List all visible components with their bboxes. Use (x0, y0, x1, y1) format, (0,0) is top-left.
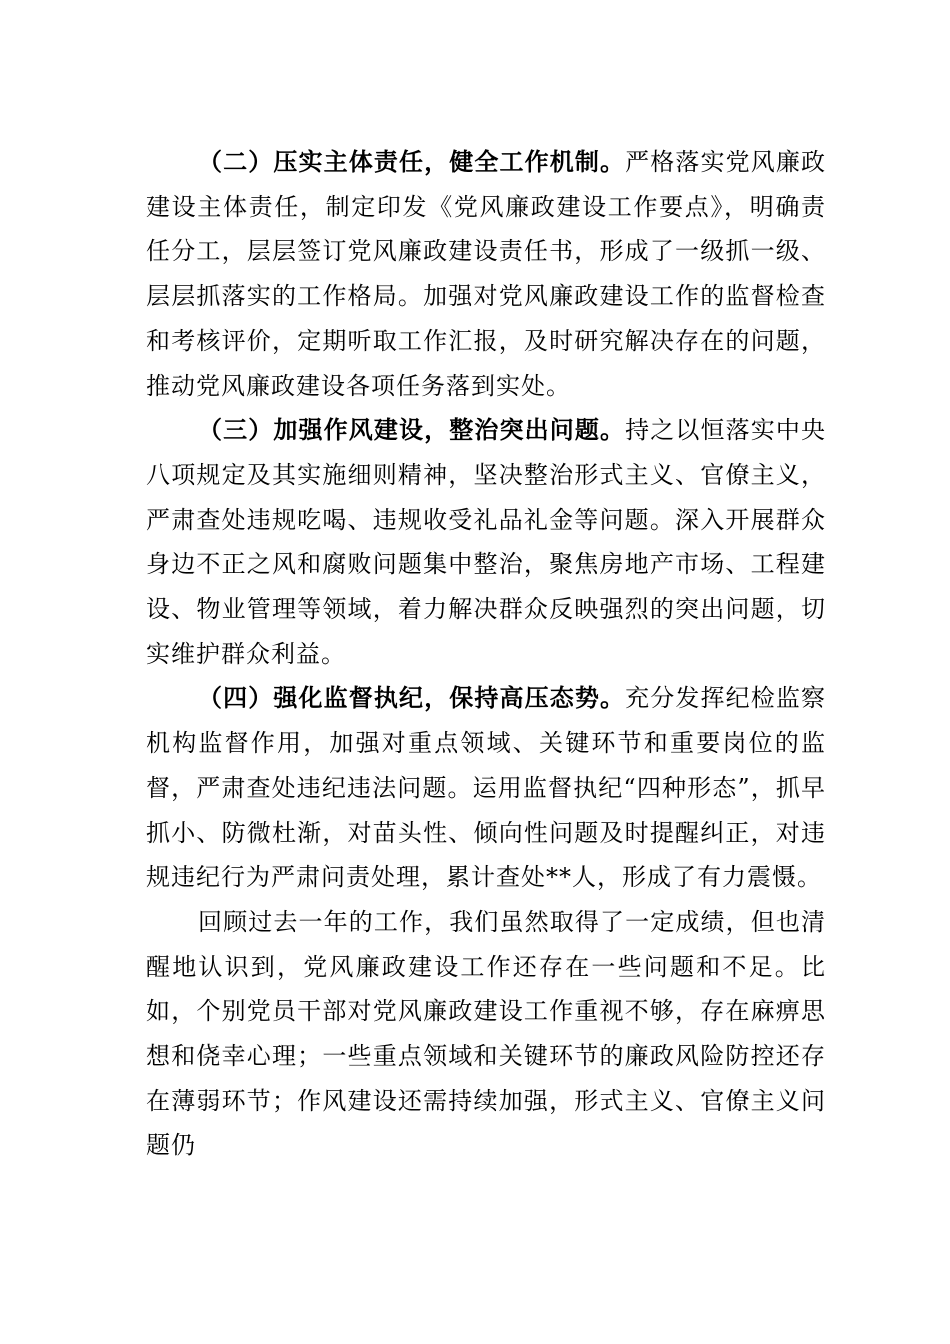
document-body (146, 140, 826, 1168)
paragraph-review (146, 900, 826, 1168)
paragraph-heading: （二）压实主体责任，健全工作机制。 (198, 147, 626, 176)
paragraph-heading: （四）强化监督执纪，保持高压态势。 (198, 683, 626, 713)
paragraph-text: 持之以恒落实中央八项规定及其实施细则精神，坚决整治形式主义、官僚主义，严肃查处违规吃喝、违规收受礼品礼金等问题。深入开展群众身边不正之风和腐败问题集中整治，聚焦房地产市场、工程建设、物业管理等领域，着力解决群众反映强烈的突出问题，切实维护群众利益。 (146, 416, 826, 668)
paragraph-text: 严格落实党风廉政建设主体责任，制定印发《党风廉政建设工作要点》，明确责任分工，层层签订党风廉政建设责任书，形成了一级抓一级、层层抓落实的工作格局。加强对党风廉政建设工作的监督检查和考核评价，定期听取工作汇报，及时研究解决存在的问题，推动党风廉政建设各项任务落到实处。 (146, 148, 826, 400)
paragraph-text: 回顾过去一年的工作，我们虽然取得了一定成绩，但也清醒地认识到，党风廉政建设工作还存在一些问题和不足。比如，个别党员干部对党风廉政建设工作重视不够，存在麻痹思想和侥幸心理；一些重点领域和关键环节的廉政风险防控还存在薄弱环节；作风建设还需持续加强，形式主义、官僚主义问题仍 (146, 907, 826, 1160)
paragraph-responsibility (146, 140, 826, 408)
paragraph-supervision (146, 676, 826, 900)
paragraph-text: 充分发挥纪检监察机构监督作用，加强对重点领域、关键环节和重要岗位的监督，严肃查处违纪违法问题。运用监督执纪“四种形态”，抓早抓小、防微杜渐，对苗头性、倾向性问题及时提醒纠正，对违规违纪行为严肃问责处理，累计查处**人，形成了有力震慑。 (146, 684, 826, 892)
paragraph-work-style (146, 408, 826, 676)
paragraph-heading: （三）加强作风建设，整治突出问题。 (198, 415, 626, 445)
